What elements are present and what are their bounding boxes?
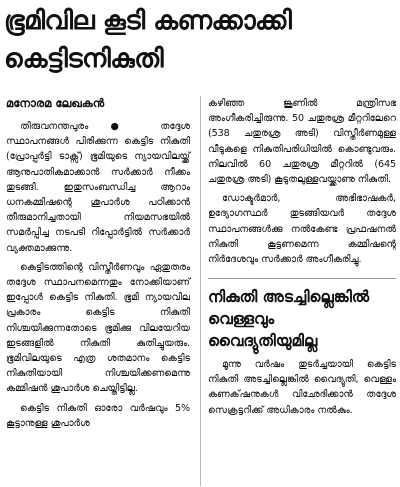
right-column-bottom [208, 357, 396, 422]
paragraph-1: തിരുവനന്തപുരം ● തദ്ദേശ സ്ഥാപനങ്ങൾ പിരിക്കുന്ന കെട്ടിട നികുതി (പ്രോപ്പർട്ടി ടാക്സ്) ഭൂമിയുടെ ന്യായവിലയ്ക്ക് ആനുപാതികമാക്കാൻ സർക്കാർ നീക്കം തുടങ്ങി. ഇതുസംബന്ധിച്ച ആറാം ധനകമ്മിഷന്റെ ശുപാർശ പഠിക്കാൻ തീരുമാനിച്ചതായി നിയമസഭയിൽ സമർപ്പിച്ച നടപടി റിപ്പോർട്ടിൽ സർക്കാർ വ്യക്തമാക്കുന്നു. [6, 121, 190, 254]
left-column [6, 119, 190, 435]
headline-line-1: ഭൂമിവില കൂടി കണക്കാക്കി [4, 6, 292, 36]
subheading-line-1: നികുതി അടച്ചില്ലെങ്കിൽ [208, 288, 370, 306]
headline-line-2: കെട്ടിടനികുതി [4, 44, 164, 74]
byline: മനോരമ ലേഖകൻ [6, 96, 105, 110]
subhead-rule [208, 278, 396, 279]
paragraph-2: കെട്ടിടത്തിന്റെ വിസ്തീർണവും ഏതുതരം തദ്ദേശ സ്ഥാപനമെന്നതും നോക്കിയാണ് ഇപ്പോൾ കെട്ടിട നികുതി. ഭൂമി ന്യായവില പ്രകാരം കെട്ടിട നികുതി നിശ്ചയിക്കുന്നതോടെ ഭൂമിക്കു വിലയേറിയ ഇടങ്ങളിൽ നികുതി കുതിച്ചുയരും. ഭൂമിവിലയുടെ എത്ര ശതമാനം കെട്ടിട നികുതിയായി നിശ്ചയിക്കണമെന്നു കമ്മിഷൻ ശുപാർശ ചെയ്തിട്ടില്ല. [6, 261, 190, 395]
subheading-line-3: വൈദ്യുതിയുമില്ല [208, 332, 318, 350]
paragraph-6: മൂന്നു വർഷം തുടർച്ചയായി കെട്ടിട നികുതി അടച്ചില്ലെങ്കിൽ വൈദ്യുതി, വെള്ളം കണക്‌ഷനുകൾ വിഛേദിക്കാൻ തദ്ദേശ സെക്രട്ടറിക്ക് അധികാരം നൽകും. [208, 359, 396, 416]
subheading [208, 286, 396, 352]
paragraph-3: കെട്ടിട നികുതി ഓരോ വർഷവും 5% കൂട്ടാനുള്ള ശുപാർശ [6, 402, 190, 429]
headline [4, 2, 396, 78]
column-divider [200, 96, 201, 486]
right-column-top [208, 96, 396, 271]
paragraph-4: കഴിഞ്ഞ ജൂണിൽ മന്ത്രിസഭ അംഗീകരിച്ചിരുന്നു. 50 ചതുരശ്ര മീറ്ററിലേറെ (538 ചതുരശ്ര അടി) വിസ്തീർണമുള്ള വീടുകളെ നികുതിപരിധിയിൽ കൊണ്ടുവരും. നിലവിൽ 60 ചതുരശ്ര മീറ്ററിൽ (645 ചതുരശ്ര അടി) കൂടുതലുള്ളവയ്ക്കാണു നികുതി. [208, 98, 396, 186]
paragraph-5: ഡോക്ടർമാർ, അഭിഭാഷകർ, ഉദ്യോഗസ്ഥർ തുടങ്ങിയവർ തദ്ദേശ സ്ഥാപനങ്ങൾക്കു നൽകേണ്ട പ്രഫഷനൽ നികുതി കൂട്ടണമെന്ന കമ്മിഷന്റെ നിർദേശവും സർക്കാർ അംഗീകരിച്ചു. [208, 193, 396, 266]
subheading-line-2: വെള്ളവും [208, 310, 275, 328]
